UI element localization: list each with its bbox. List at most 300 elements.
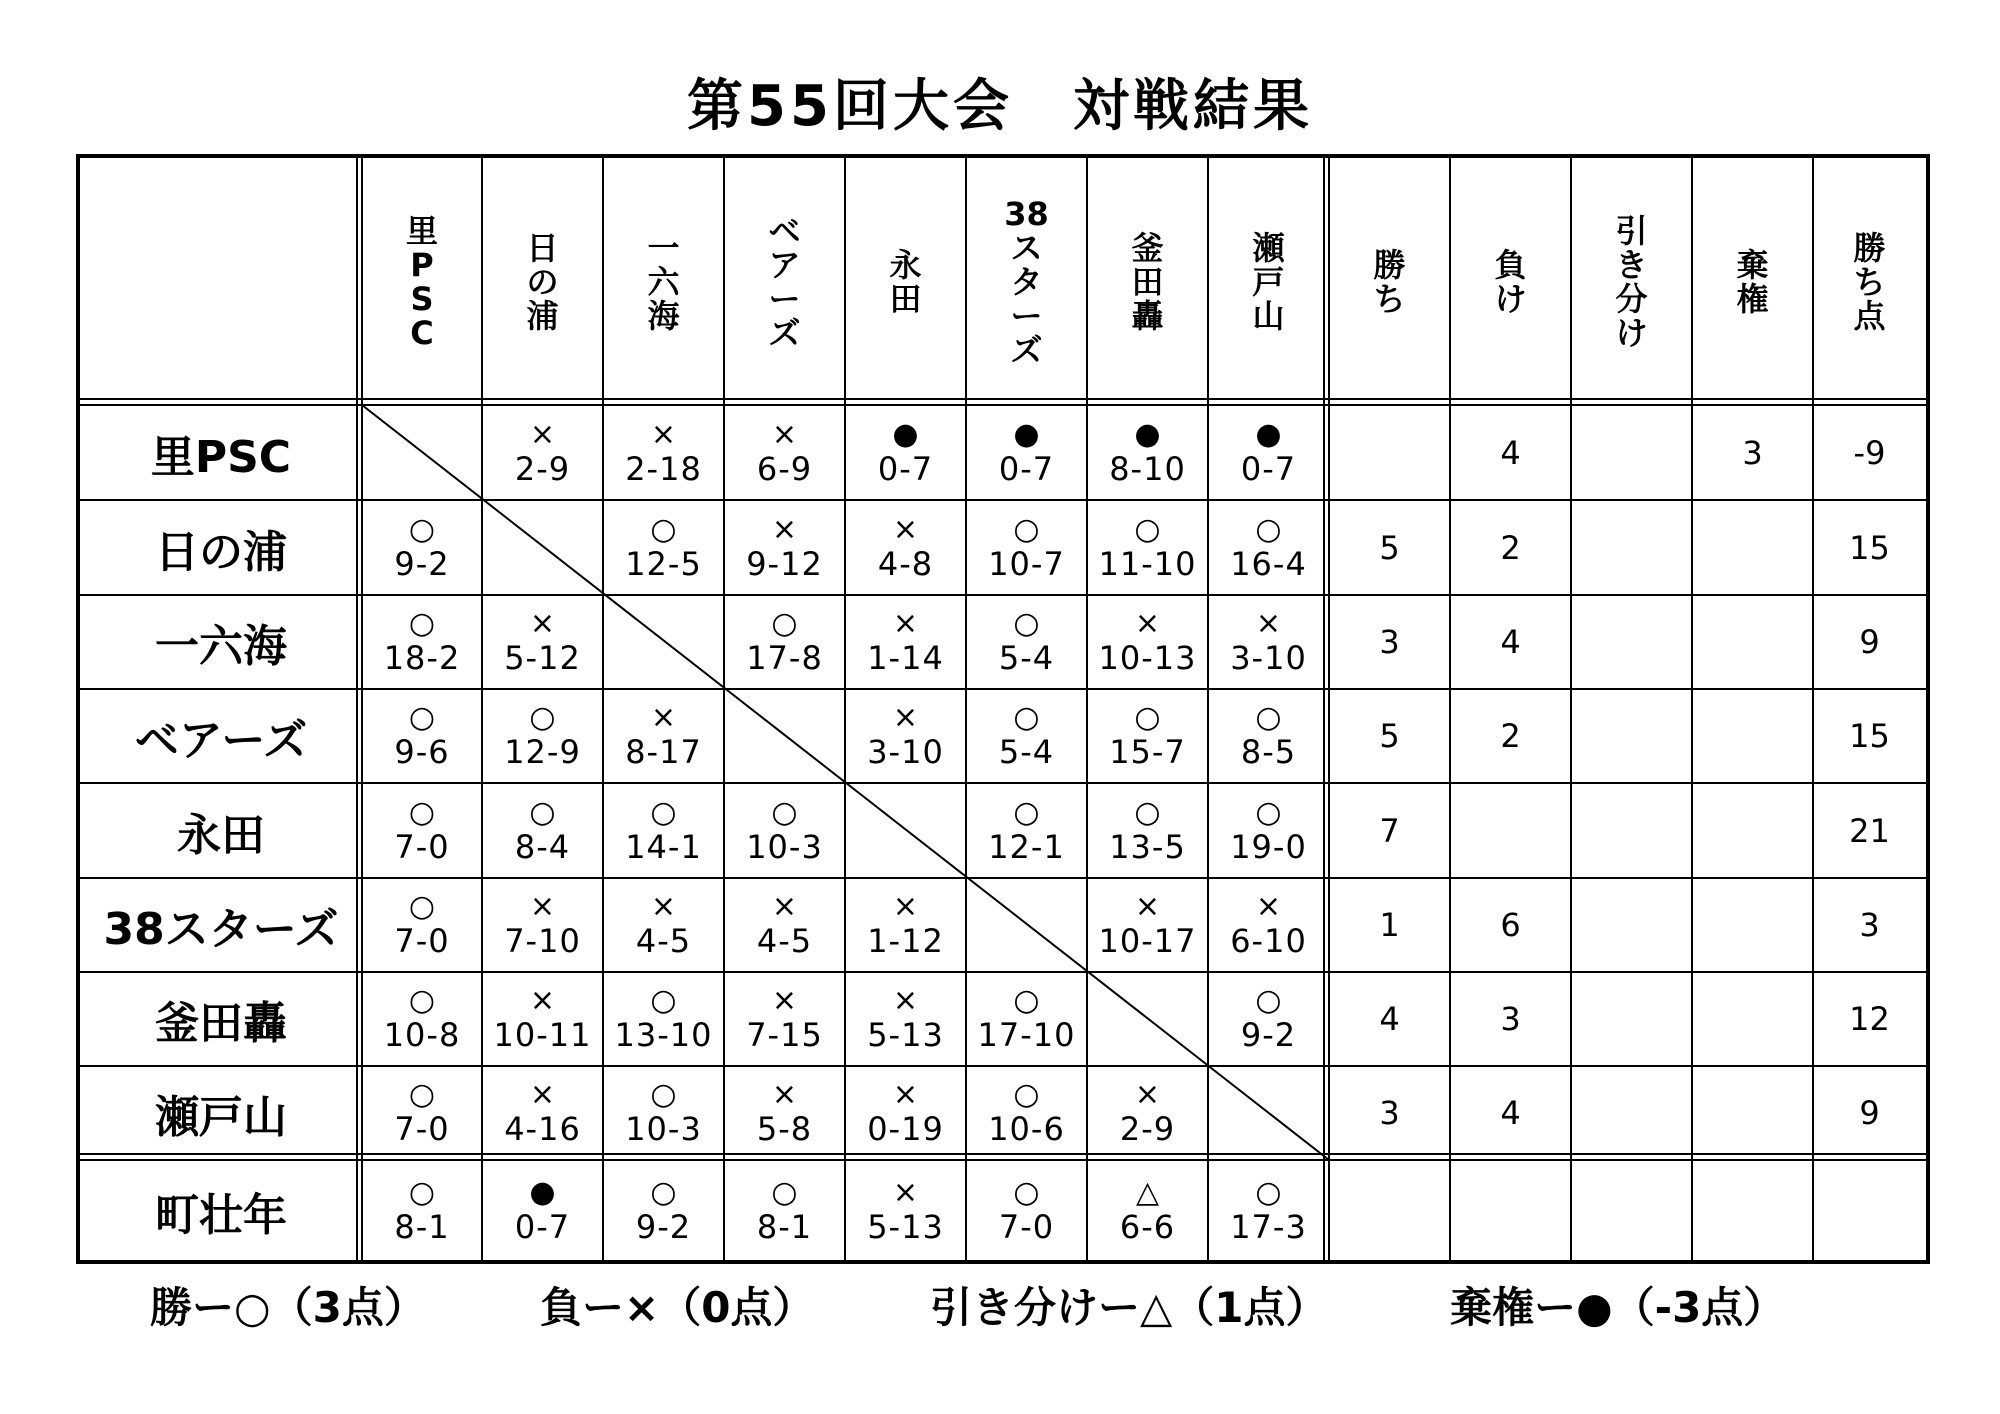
result-symbol: × [892, 1175, 919, 1210]
row-team-name: 町壮年 [155, 1190, 287, 1241]
result-symbol: × [650, 416, 677, 452]
match-result-cell [724, 1162, 845, 1260]
results-table [76, 154, 1930, 1264]
match-score: 4-16 [504, 1110, 581, 1148]
row-team-name: ベアーズ [134, 715, 308, 766]
header-char: 永 [889, 245, 922, 284]
match-score: 0-7 [998, 449, 1055, 488]
column-header-7 [1087, 158, 1208, 405]
match-score: 2-18 [625, 449, 702, 488]
match-score: 10-17 [1098, 922, 1197, 960]
match-score: 7-0 [394, 1110, 450, 1148]
header-char: 勝 [1373, 245, 1406, 284]
match-result-cell [362, 1066, 482, 1160]
match-result-cell [603, 878, 724, 972]
match-result-cell [482, 972, 603, 1066]
stat-header-4 [1692, 158, 1813, 405]
legend-loss: 負ー×（0点） [540, 1283, 815, 1332]
header-char: 引 [1615, 211, 1648, 250]
match-result-cell [845, 500, 966, 595]
match-score: 2-9 [1119, 1110, 1176, 1148]
header-char: ズ [768, 313, 801, 352]
legend-draw: 引き分けー△（1点） [930, 1283, 1328, 1332]
header-char: 轟 [1131, 296, 1164, 335]
stat-value: 3 [1500, 1000, 1521, 1038]
match-score: 6-9 [756, 449, 813, 488]
stat-value [1692, 783, 1813, 878]
match-result-cell [603, 689, 724, 783]
header-char: 浦 [526, 296, 559, 335]
header-char: タ [1010, 262, 1043, 301]
row-team-name: 里PSC [150, 431, 292, 483]
match-score: 4-5 [635, 922, 692, 960]
result-symbol: ● [892, 416, 919, 452]
result-symbol: ○ [650, 794, 677, 830]
header-char: 負 [1494, 245, 1527, 284]
match-result-cell [603, 405, 724, 500]
match-score: 7-0 [394, 827, 450, 866]
stat-value [1571, 595, 1692, 689]
result-symbol: ○ [1013, 1175, 1040, 1210]
result-symbol: ○ [1013, 1077, 1040, 1112]
match-score: 5-12 [504, 639, 581, 677]
match-score: 6-10 [1230, 922, 1307, 960]
match-score: 17-10 [977, 1016, 1076, 1054]
result-symbol: × [892, 983, 919, 1018]
match-result-cell [724, 500, 845, 595]
stat-value: 3 [1742, 433, 1763, 472]
stat-value [1571, 689, 1692, 783]
match-result-cell [603, 972, 724, 1066]
stat-value: 4 [1500, 1094, 1521, 1132]
stat-value: 9 [1859, 623, 1880, 661]
legend [0, 1278, 2000, 1338]
result-symbol: ○ [1013, 794, 1040, 830]
match-score: 2-9 [514, 449, 571, 488]
row-team-name: 日の浦 [155, 526, 287, 578]
match-score: 8-1 [756, 1208, 813, 1246]
match-result-cell [845, 1162, 966, 1260]
stat-value [1571, 783, 1692, 878]
match-result-cell [482, 595, 603, 689]
stat-value: 3 [1379, 623, 1400, 661]
header-char: け [1494, 279, 1527, 318]
result-symbol: ○ [1013, 983, 1040, 1018]
match-score: 8-1 [394, 1208, 450, 1246]
row-team-name: 永田 [177, 809, 265, 861]
stat-value [1692, 595, 1813, 689]
match-result-cell [1087, 783, 1208, 878]
result-symbol: ○ [408, 889, 436, 924]
match-score: 3-10 [867, 733, 944, 771]
match-result-cell [966, 972, 1087, 1066]
match-result-cell [724, 783, 845, 878]
match-score: 10-7 [988, 544, 1065, 583]
match-result-cell [966, 783, 1087, 878]
match-result-cell [362, 972, 482, 1066]
match-score: 16-4 [1230, 544, 1307, 583]
match-score: 10-8 [383, 1016, 461, 1054]
legend-win: 勝ー○（3点） [150, 1283, 426, 1332]
match-score: 18-2 [383, 639, 461, 677]
stat-value: 3 [1379, 1094, 1400, 1132]
column-header-3 [603, 158, 724, 405]
result-symbol: × [771, 511, 798, 547]
header-char: 点 [1853, 296, 1886, 335]
match-score: 3-10 [1230, 639, 1307, 677]
result-symbol: ○ [1134, 700, 1161, 735]
match-score: 8-4 [514, 827, 571, 866]
header-char: ズ [1010, 330, 1043, 369]
match-result-cell [482, 878, 603, 972]
result-symbol: ● [529, 1175, 556, 1210]
column-header-1 [362, 158, 482, 405]
result-symbol: ○ [650, 1175, 677, 1210]
match-result-cell [1208, 878, 1329, 972]
match-score: 9-2 [1240, 1016, 1297, 1054]
result-symbol: ○ [1255, 700, 1282, 735]
legend-forfeit: 棄権ー●（-3点） [1450, 1283, 1786, 1332]
match-score: 4-5 [756, 922, 813, 960]
stat-header-2 [1450, 158, 1571, 405]
match-score: 7-15 [746, 1016, 823, 1054]
match-score: 1-14 [867, 639, 944, 677]
stat-value: 7 [1379, 811, 1400, 850]
match-score: 0-19 [867, 1110, 944, 1148]
column-header-5 [845, 158, 966, 405]
header-char: ち [1373, 279, 1406, 318]
stat-value [1571, 405, 1692, 500]
stat-value: 15 [1849, 717, 1890, 755]
result-symbol: ○ [1255, 983, 1282, 1018]
match-result-cell [603, 1162, 724, 1260]
header-char: ス [1010, 228, 1043, 267]
match-result-cell [724, 1066, 845, 1160]
result-symbol: △ [1135, 1175, 1160, 1210]
header-char: 海 [647, 296, 680, 335]
result-symbol: × [771, 1077, 798, 1112]
header-char: ベ [768, 211, 801, 250]
match-result-cell [966, 595, 1087, 689]
header-char: 一 [647, 228, 680, 267]
match-score: 14-1 [625, 827, 702, 866]
match-score: 4-8 [877, 544, 934, 583]
match-result-cell [1087, 1066, 1208, 1160]
match-score: 7-0 [998, 1208, 1055, 1246]
header-char: ち [1853, 262, 1886, 301]
match-result-cell [1208, 972, 1329, 1066]
match-result-cell [724, 878, 845, 972]
result-symbol: ○ [408, 606, 436, 641]
stat-value: 4 [1379, 1000, 1400, 1038]
result-symbol: × [529, 889, 556, 924]
header-char: 戸 [1252, 262, 1285, 301]
result-symbol: ● [1255, 416, 1282, 452]
header-char: け [1615, 313, 1648, 352]
match-result-cell [482, 1162, 603, 1260]
match-score: 10-3 [625, 1110, 702, 1148]
result-symbol: ○ [529, 794, 556, 830]
result-symbol: ○ [529, 700, 556, 735]
result-symbol: × [1134, 606, 1161, 641]
header-char: 山 [1252, 296, 1285, 335]
stat-value [1450, 1162, 1571, 1260]
match-result-cell [482, 783, 603, 878]
match-result-cell [1208, 405, 1329, 500]
stat-value [1450, 783, 1571, 878]
header-char: ア [768, 245, 801, 284]
stat-header-3 [1571, 158, 1692, 405]
match-result-cell [1208, 1162, 1329, 1260]
stat-value: 15 [1849, 528, 1890, 567]
header-char: 38 [1004, 194, 1049, 233]
match-result-cell [845, 405, 966, 500]
result-symbol: × [650, 889, 677, 924]
header-char: 瀬 [1252, 228, 1285, 267]
match-score: 5-8 [756, 1110, 813, 1148]
match-score: 9-12 [746, 544, 823, 583]
stat-value [1692, 972, 1813, 1066]
header-char: 釜 [1131, 228, 1164, 267]
result-symbol: × [529, 983, 556, 1018]
result-symbol: ○ [1255, 511, 1282, 547]
match-score: 8-17 [625, 733, 702, 771]
match-score: 19-0 [1230, 827, 1307, 866]
header-char: 権 [1736, 279, 1769, 318]
match-result-cell [845, 878, 966, 972]
match-score: 8-5 [1240, 733, 1297, 771]
stat-value: 4 [1500, 623, 1521, 661]
stat-value [1692, 1066, 1813, 1160]
match-result-cell [1087, 878, 1208, 972]
result-symbol: ○ [1134, 794, 1161, 830]
match-score: 1-12 [867, 922, 944, 960]
stat-value [1571, 878, 1692, 972]
match-score: 12-5 [625, 544, 702, 583]
result-symbol: × [892, 889, 919, 924]
column-header-4 [724, 158, 845, 405]
match-score: 10-6 [988, 1110, 1065, 1148]
header-char: 日 [526, 228, 559, 267]
match-result-cell [1087, 689, 1208, 783]
match-score: 11-10 [1098, 544, 1197, 583]
result-symbol: ○ [1013, 511, 1040, 547]
result-symbol: ○ [408, 511, 436, 547]
match-result-cell [1087, 405, 1208, 500]
match-result-cell [845, 595, 966, 689]
result-symbol: × [1134, 889, 1161, 924]
result-symbol: ○ [771, 1175, 798, 1210]
match-score: 0-7 [877, 449, 934, 488]
match-result-cell [966, 689, 1087, 783]
result-symbol: × [529, 1077, 556, 1112]
match-score: 17-3 [1230, 1208, 1307, 1246]
header-char: 棄 [1736, 245, 1769, 284]
stat-header-1 [1329, 158, 1450, 405]
stat-value [1692, 689, 1813, 783]
stat-value: 5 [1379, 717, 1400, 755]
match-score: 10-13 [1098, 639, 1197, 677]
match-result-cell [966, 1162, 1087, 1260]
match-result-cell [1208, 595, 1329, 689]
stat-value [1571, 1066, 1692, 1160]
match-score: 7-10 [504, 922, 581, 960]
match-result-cell [482, 689, 603, 783]
result-symbol: ○ [650, 511, 677, 547]
row-team-name: 釜田轟 [155, 998, 287, 1049]
match-score: 5-13 [867, 1016, 944, 1054]
result-symbol: ○ [408, 1077, 436, 1112]
match-result-cell [362, 689, 482, 783]
row-team-name: 瀬戸山 [155, 1092, 287, 1143]
match-result-cell [845, 689, 966, 783]
result-symbol: × [771, 983, 798, 1018]
match-result-cell [966, 405, 1087, 500]
stat-value [1571, 972, 1692, 1066]
row-team-name: 一六海 [155, 621, 287, 672]
column-header-8 [1208, 158, 1329, 405]
result-symbol: × [771, 416, 798, 452]
stat-value: 12 [1849, 1000, 1890, 1038]
match-result-cell [724, 405, 845, 500]
header-char: P [410, 245, 434, 284]
header-char: の [526, 262, 559, 301]
match-result-cell [1208, 500, 1329, 595]
match-score: 5-4 [998, 733, 1055, 771]
match-result-cell [724, 972, 845, 1066]
stat-value [1692, 878, 1813, 972]
result-symbol: ○ [1013, 700, 1040, 735]
stat-value [1571, 500, 1692, 595]
match-result-cell [724, 595, 845, 689]
match-score: 5-4 [998, 639, 1055, 677]
result-symbol: ○ [1013, 606, 1040, 641]
match-result-cell [1087, 595, 1208, 689]
stat-value [1571, 1162, 1692, 1260]
result-symbol: ● [1134, 416, 1161, 452]
result-symbol: ○ [650, 983, 677, 1018]
result-symbol: × [892, 700, 919, 735]
result-symbol: ○ [1255, 794, 1282, 830]
match-result-cell [362, 500, 482, 595]
match-result-cell [845, 972, 966, 1066]
match-result-cell [603, 500, 724, 595]
match-result-cell [362, 783, 482, 878]
stat-value [1329, 405, 1450, 500]
match-score: 12-1 [988, 827, 1065, 866]
result-symbol: ○ [408, 700, 436, 735]
result-symbol: × [892, 511, 919, 547]
stat-value: 3 [1859, 906, 1880, 944]
stat-value [1329, 1162, 1450, 1260]
match-score: 10-3 [746, 827, 823, 866]
match-score: 9-2 [394, 544, 450, 583]
result-symbol: ○ [408, 794, 436, 830]
match-result-cell [845, 1066, 966, 1160]
result-symbol: × [529, 606, 556, 641]
match-score: 0-7 [514, 1208, 571, 1246]
match-result-cell [1087, 1162, 1208, 1260]
match-score: 5-13 [867, 1208, 944, 1246]
result-symbol: ○ [408, 1175, 436, 1210]
result-symbol: ○ [408, 983, 436, 1018]
stat-value: 2 [1500, 528, 1521, 567]
match-result-cell [1087, 500, 1208, 595]
result-symbol: × [771, 889, 798, 924]
result-symbol: × [892, 1077, 919, 1112]
stat-value: 21 [1849, 811, 1890, 850]
column-header-2 [482, 158, 603, 405]
result-symbol: × [529, 416, 556, 452]
page-title: 第55回大会 対戦結果 [687, 74, 1313, 139]
match-result-cell [603, 1066, 724, 1160]
match-result-cell [482, 1066, 603, 1160]
match-score: 8-10 [1109, 449, 1186, 488]
result-symbol: × [892, 606, 919, 641]
match-score: 13-10 [614, 1016, 713, 1054]
stat-header-5 [1813, 158, 1926, 405]
header-char: 分 [1615, 279, 1648, 318]
match-result-cell [1208, 783, 1329, 878]
result-symbol: × [1134, 1077, 1161, 1112]
result-symbol: ○ [650, 1077, 677, 1112]
result-symbol: ○ [771, 794, 798, 830]
match-result-cell [482, 405, 603, 500]
match-result-cell [966, 500, 1087, 595]
match-result-cell [603, 783, 724, 878]
match-result-cell [362, 595, 482, 689]
result-symbol: ○ [1134, 511, 1161, 547]
stat-value: 1 [1379, 906, 1400, 944]
match-result-cell [362, 1162, 482, 1260]
header-char: き [1615, 245, 1648, 284]
match-result-cell [362, 878, 482, 972]
header-char: 田 [889, 279, 922, 318]
stat-value: 5 [1379, 528, 1400, 567]
match-result-cell [966, 1066, 1087, 1160]
header-char: 勝 [1853, 228, 1886, 267]
match-score: 13-5 [1109, 827, 1186, 866]
result-symbol: × [1255, 889, 1282, 924]
header-char: S [410, 279, 434, 318]
match-score: 0-7 [1240, 449, 1297, 488]
match-score: 17-8 [746, 639, 823, 677]
result-symbol: × [650, 700, 677, 735]
stat-value: 9 [1859, 1094, 1880, 1132]
result-symbol: ● [1013, 416, 1040, 452]
stat-value: -9 [1853, 433, 1886, 472]
match-score: 10-11 [493, 1016, 592, 1054]
row-team-name: 38スターズ [103, 904, 339, 955]
stat-value: 2 [1500, 717, 1521, 755]
header-char: 里 [405, 211, 438, 250]
match-score: 9-6 [394, 733, 450, 771]
header-char: 田 [1131, 262, 1164, 301]
result-symbol: ○ [1255, 1175, 1282, 1210]
match-score: 9-2 [635, 1208, 692, 1246]
match-result-cell [1208, 689, 1329, 783]
match-score: 6-6 [1119, 1208, 1176, 1246]
header-char: 六 [647, 262, 680, 301]
stat-value [1813, 1162, 1926, 1260]
header-char: ー [768, 279, 801, 318]
header-char: C [410, 313, 434, 352]
column-header-6 [966, 158, 1087, 405]
match-score: 7-0 [394, 922, 450, 960]
stat-value [1692, 1162, 1813, 1260]
stat-value: 6 [1500, 906, 1521, 944]
stat-value [1692, 500, 1813, 595]
